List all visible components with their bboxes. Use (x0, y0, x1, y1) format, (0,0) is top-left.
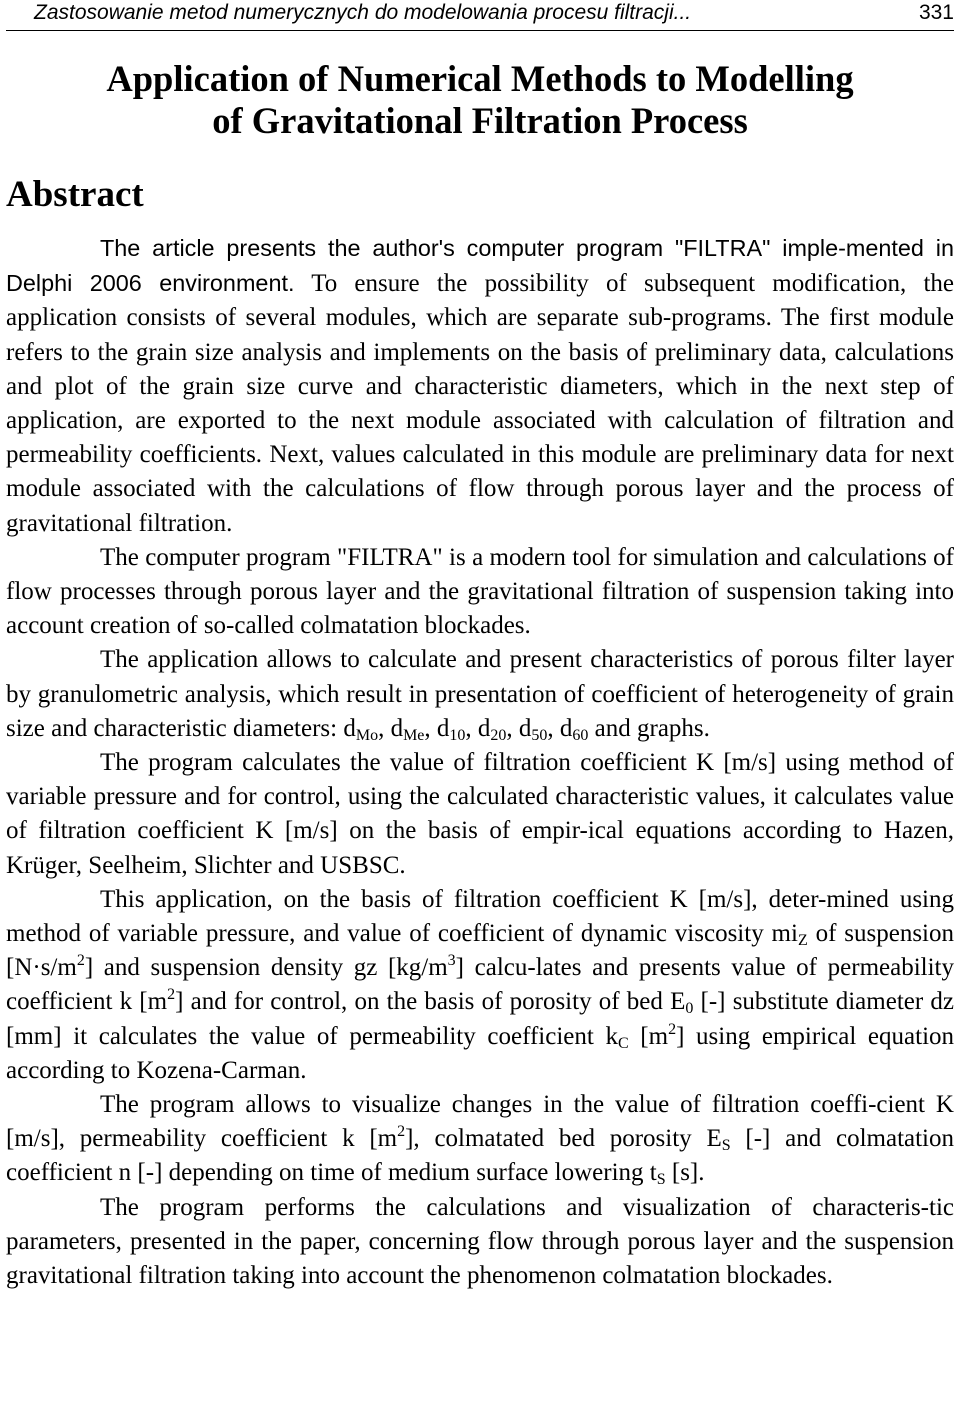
p5-text-c: ] and suspension density gz [kg/m (84, 954, 448, 982)
paragraph-4: The program calculates the value of filtration coefficient K [m/s] using method of variable pressure and for control, using the calculated characteristic values, it calculates value of filtration coefficient K [m/s] on the basis of empir-ical equations according to Hazen, Krüger, Seelheim, Slichter and USBSC. (6, 749, 954, 879)
superscript-2: 2 (167, 986, 176, 1004)
subscript-me: Me (403, 726, 425, 744)
paragraph-1-sans-part: The article presents the author's computer program "FILTRA" imple-mented in Delphi 2006 environment. (6, 235, 954, 297)
paragraph-1-serif-part: To ensure the possibility of subsequent modification, the application consists of several modules, which are separate sub-programs. The first module refers to the grain size analysis and implements on the basis of preliminary data, calculations and plot of the grain size curve and characteristic diameters, which in the next step of application, are exported to the next module associated with calculation of filtration and permeability coefficients. Next, values calculated in this module are preliminary data for next module associated with the calculations of flow through porous layer and the process of gravitational filtration. (6, 270, 954, 537)
title-line-1: Application of Numerical Methods to Modelling (106, 58, 854, 99)
superscript-2: 2 (668, 1020, 677, 1038)
p5-text-f: [-] substitute diameter dz [mm] it calculates the value of permeability coefficient k (6, 988, 954, 1050)
abstract-heading: Abstract (6, 174, 144, 215)
title-line-2: of Gravitational Filtration Process (212, 100, 748, 141)
p5-text-d: ] calcu-lates and presents value of permeability coefficient k [m (6, 954, 954, 1016)
p5-text-a: This application, on the basis of filtration coefficient K [m/s], deter-mined using method of variable pressure, and value of coefficient of dynamic viscosity mi (6, 885, 954, 948)
subscript-10: 10 (449, 726, 466, 744)
paragraph-3 (6, 643, 954, 746)
p6-text-c: [-] and colmatation coefficient n [-] depending on time of medium surface lowering t (6, 1125, 954, 1187)
paragraph-6 (6, 1088, 954, 1191)
separator: , (547, 714, 560, 742)
paragraph-7: The program performs the calculations and visualization of characteris-tic parameters, presented in the paper, concerning flow through porous layer and the suspension gravitational filtration taking into account the phenomenon colmatation blockades. (6, 1193, 954, 1290)
page-number: 331 (918, 1, 954, 24)
subscript-c: C (617, 1034, 629, 1052)
d-symbol: d (436, 714, 450, 742)
subscript-20: 20 (490, 726, 507, 744)
p6-text-b: ], colmatated bed porosity E (405, 1125, 722, 1153)
paragraph-3-end: and graphs. (588, 714, 710, 742)
separator: , (465, 714, 478, 742)
p5-text-b: of suspension [N·s/m (6, 920, 954, 982)
p6-text-a: The program allows to visualize changes in the value of filtration coeffi-cient K [m/s], permeability coefficient k [m (6, 1091, 954, 1153)
superscript-2: 2 (397, 1123, 406, 1141)
subscript-0: 0 (685, 1000, 694, 1018)
p6-text-d: [s]. (665, 1159, 705, 1187)
separator: , (378, 714, 391, 742)
subscript-50: 50 (531, 726, 548, 744)
d-symbol: d (477, 714, 491, 742)
d-symbol: d (559, 714, 573, 742)
subscript-60: 60 (572, 726, 589, 744)
separator: , (506, 714, 519, 742)
paragraph-3-text: The application allows to calculate and present characteristics of porous filter layer by granulometric analysis, which result in presentation of coefficient of heterogeneity of grain size and characteristic diameters: (6, 646, 954, 742)
d-symbol: d (518, 714, 532, 742)
abstract-body (6, 231, 954, 1293)
p5-text-g: [m (628, 1022, 669, 1050)
p5-text-e: ] and for control, on the basis of porosity of bed E (175, 988, 686, 1016)
subscript-s: S (721, 1137, 731, 1155)
p5-text-h: ] using empirical equation according to Kozena-Carman. (6, 1022, 955, 1084)
paper-title (0, 58, 960, 142)
d-symbol: d (390, 714, 404, 742)
paragraph-5 (6, 883, 954, 1088)
running-title: Zastosowanie metod numerycznych do modelowania procesu filtracji... (34, 1, 692, 24)
paragraph-1 (6, 231, 954, 541)
superscript-3: 3 (447, 952, 456, 970)
subscript-s: S (656, 1171, 666, 1189)
subscript-z: Z (797, 932, 808, 950)
paragraph-2: The computer program "FILTRA" is a modern tool for simulation and calculations of flow processes through porous layer and the gravitational filtration of suspension taking into account creation of so-called colmatation blockades. (6, 543, 954, 640)
subscript-mo: Mo (355, 726, 379, 744)
running-header (6, 0, 954, 31)
separator: , (424, 714, 437, 742)
superscript-2: 2 (76, 952, 85, 970)
d-symbol: d (343, 714, 356, 742)
